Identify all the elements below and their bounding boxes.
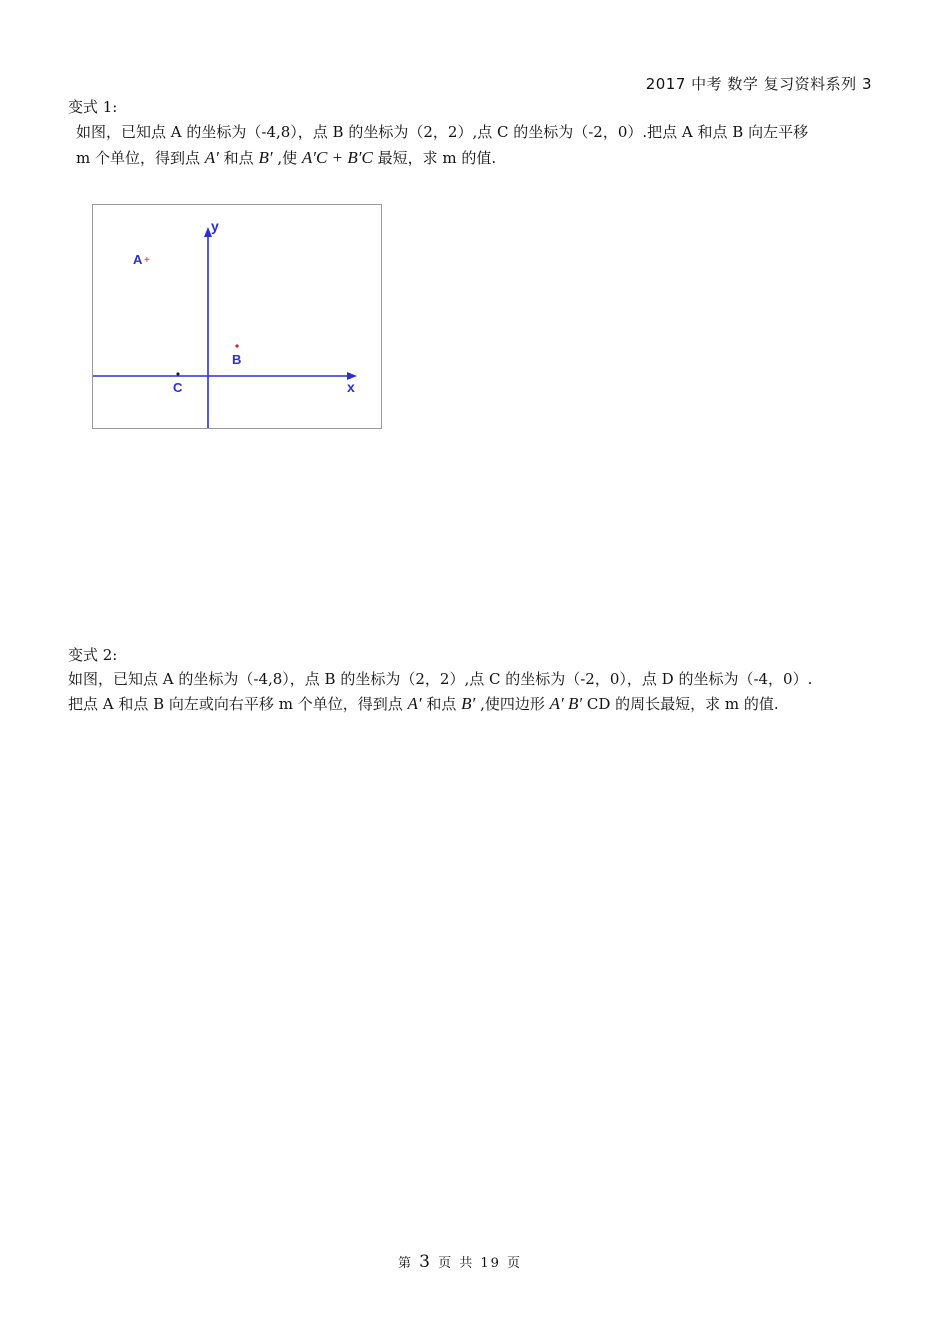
variant1-a-prime: A′ [204,148,219,167]
variant2-b-prime: B′ [461,694,476,713]
page-header: 2017 中考 数学 复习资料系列 3 [645,75,872,93]
variant2-line2-b: 和点 [426,695,457,713]
variant1-line1: 如图，已知点 A 的坐标为（-4,8），点 B 的坐标为（2，2）,点 C 的坐标为（-2，0）.把点 A 和点 B 向左平移 [76,123,809,141]
footer-total-pages: 19 [480,1256,501,1271]
coordinate-plane [93,205,382,429]
footer-prefix: 第 [397,1256,413,1271]
variant1-line2-c: ,使 [277,149,298,167]
variant2-a-prime: A′ [407,694,422,713]
point-b-label: B [232,352,242,367]
x-axis-label: x [347,379,355,395]
footer-suffix: 页 [507,1256,523,1271]
variant1-line2-a: m 个单位，得到点 [76,149,200,167]
variant2-quadrilateral: A′ B′ [549,694,583,713]
variant2-line2-a: 把点 A 和点 B 向左或向右平移 m 个单位，得到点 [68,695,403,713]
point-a-label: A [133,252,143,267]
variant2-line2-c: ,使四边形 [480,695,545,713]
variant1-b-prime: B′ [258,148,273,167]
footer-middle: 页 共 [438,1256,475,1271]
variant1-title: 变式 1: [68,98,118,116]
footer-page-number: 3 [419,1252,432,1272]
point-a-marker: + [144,255,150,266]
point-c-marker [176,372,179,375]
coordinate-figure [92,204,382,429]
variant2-line2-d: CD 的周长最短，求 m 的值. [586,695,779,713]
y-axis-label: y [211,218,219,234]
variant1-expression: A′C + B′C [301,148,373,167]
variant2-title: 变式 2: [68,646,118,664]
variant1-line2 [76,145,496,171]
page-footer [0,1252,920,1272]
variant1-line2-b: 和点 [223,149,254,167]
point-b-marker [235,344,238,347]
variant2-line2 [68,691,779,717]
variant2-line1: 如图，已知点 A 的坐标为（-4,8），点 B 的坐标为（2，2）,点 C 的坐标为（-2，0），点 D 的坐标为（-4，0）. [68,670,813,688]
point-c-label: C [173,380,183,395]
variant1-line2-d: 最短，求 m 的值. [377,149,497,167]
